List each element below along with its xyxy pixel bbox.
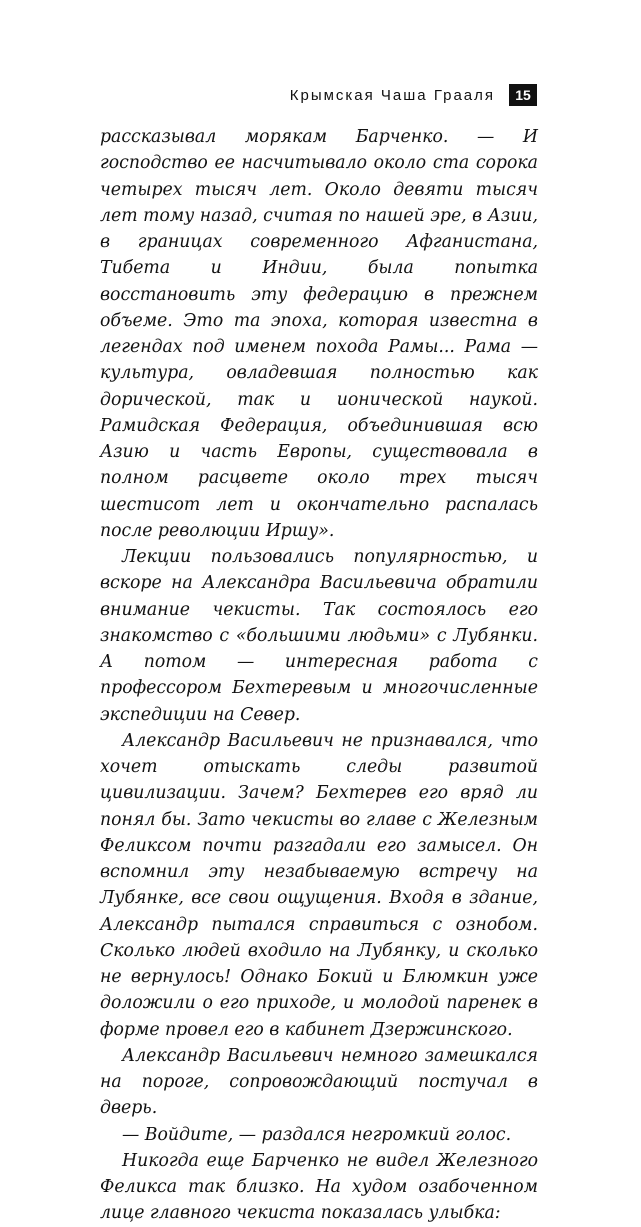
paragraph: рассказывал морякам Барченко. — И господство ее насчитывало около ста сорока четырех тысяч лет. Около девяти тысяч лет тому назад, считая по нашей эре, в Азии, в границах современного Афганистана, Тибета и Индии, была попытка восстановить эту федерацию в прежнем объеме. Это та эпоха, которая известна в легендах под именем похода Рамы... Рама — культура, овладевшая полностью как дорической, так и ионической наукой. Рамидская Федерация, объединившая всю Азию и часть Европы, существовала в полном расцвете около трех тысяч шестисот лет и окончательно распалась после революции Иршу». <box>100 127 538 541</box>
running-title: Крымская Чаша Грааля <box>289 86 495 104</box>
body-text <box>100 124 538 1227</box>
paragraph: Александр Васильевич не признавался, что хочет отыскать следы развитой цивилизации. Зачем? Бехтерев его вряд ли понял бы. Зато чекисты во главе с Железным Феликсом почти разгадали его замысел. Он вспомнил эту незабываемую встречу на Лубянке, все свои ощущения. Входя в здание, Александр пытался справиться с ознобом. Сколько людей входило на Лубянку, и сколько не вернулось! Однако Бокий и Блюмкин уже доложили о его приходе, и молодой паренек в форме провел его в кабинет Дзержинского. <box>100 730 538 1040</box>
page-number: 15 <box>509 84 537 106</box>
paragraph: — Войдите, — раздался негромкий голос. <box>122 1124 512 1145</box>
paragraph: Александр Васильевич немного замешкался на пороге, сопровождающий постучал в дверь. <box>100 1045 538 1119</box>
paragraph: Никогда еще Барченко не видел Железного Феликса так близко. На худом озабоченном лице главного чекиста показалась улыбка: <box>100 1150 538 1224</box>
page-header <box>290 82 537 108</box>
paragraph: Лекции пользовались популярностью, и вскоре на Александра Васильевича обратили внимание чекисты. Так состоялось его знакомство с «большими людьми» с Лубянки. А потом — интересная работа с профессором Бехтеревым и многочисленные экспедиции на Север. <box>100 547 538 725</box>
